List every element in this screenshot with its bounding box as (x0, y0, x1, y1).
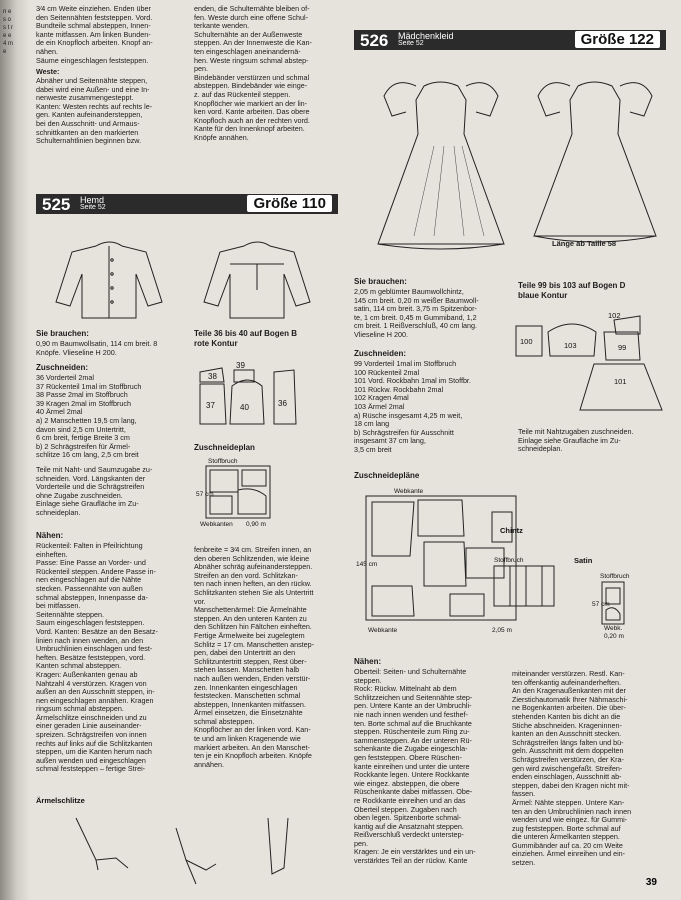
sec525-teile-title: Teile 36 bis 40 auf Bogen B (194, 329, 297, 338)
sec525-zusch-text2: Teile mit Naht- und Saumzugabe zu- schneiden. Vord. Längskanten der Vorderteile und die Schrägstreifen ohne Zugabe zuschneiden. Einlage siehe Graufläche im Zu- schneideplan. (36, 465, 153, 517)
sec525-naehen-col2: fenbreite = 3⁄4 cm. Streifen innen, an den oberen Schlitzenden, wie kleine Abnäher schräg aufeinandersteppen. Streifen an den vord. Schlitzkan- ten nach innen heften, an den rückw. Schlitzkanten stehen Sie als Untertritt vor. Manschettenärmel: Die Ärmelnähte steppen. An den unteren Kanten zu den Schlitzen hin Fältchen einheften. Fertige Ärmelweite bei zugelegtem Schlitz = 17 cm. Manschetten anstep- pen, dabei den Untertritt an den Schlitzuntertritt steppen, Rest über- stehen lassen. Manschetten halb nach außen wenden, Enden verstür- zen. Innenkanten eingeschlagen feststecken. Manschetten schmal absteppen, Innenkanten mitfassen. Ärmel einsetzen, die Einsetznähte schmal absteppen. Knopflöcher an der linken vord. Kan- te und am linken Kragenende wie markiert arbeiten. An den Manschet- ten je ein Knopfloch arbeiten. Knöpfe annähen. (194, 545, 315, 769)
weste-text: Abnäher und Seitennähte steppen, dabei wird eine Außen- und eine In- nenweste zusammengesteppt. Kanten: Westen rechts auf rechts le- gen. Kanten aufeinandersteppen, bei den Ausschnitt- und Armaus- schnittkanten an den markierten Schulternahtlinien beginnen bzw. (36, 76, 153, 146)
sec525-sie-text: 0,90 m Baumwollsatin, 114 cm breit. 8 Knöpfe. Vlieseline H 200. (36, 339, 158, 357)
sec525-teile-kontur: rote Kontur (194, 339, 238, 348)
sec526-satin-webk: Webk. (604, 625, 623, 632)
sec526-satin-width: 0,20 m (604, 633, 624, 640)
laenge-caption: Länge ab Taille 58 (552, 239, 617, 248)
sec526-piece-101: 101 (614, 377, 627, 386)
sec526-sie-title: Sie brauchen: (354, 277, 407, 286)
sec526-teile-title: Teile 99 bis 103 auf Bogen D (518, 281, 626, 290)
sec526-naehen-title: Nähen: (354, 657, 382, 666)
section-525-number: 525 (42, 195, 71, 214)
sec526-zusch-text: 99 Vorderteil 1mal im Stoffbruch 100 Rückenteil 2mal 101 Vord. Rockbahn 1mal im Stoffbr. 101 Rückw. Rockbahn 2mal 102 Kragen 4mal 103 Ärmel 2mal a) Rüsche insgesamt 4,25 m weit, 18 cm lang b) Schrägstreifen für Ausschnitt insgesamt 37 cm lang, 3,5 cm breit (354, 359, 471, 454)
sec526-naehen-text: Oberteil: Seiten- und Schulternähte steppen. Rock: Rückw. Mittelnaht ab dem Schlitzzeichen und Seitennähte step- pen. Untere Kante an der Umbruchli- nie nach innen wenden und festhef- ten. Borte schmal auf die Bruchkante steppen. Rüschenteile zum Ring zu- sammensteppen. An der unteren Rü- schenkante die Zugabe eingeschla- gen feststeppen. Obere Rüschen- kante einreihen und unter die untere Rockkante legen. Untere Rockkante wie eingez. absteppen, die obere Rüschenkante dabei mitfassen. Obe- re Rockkante einreihen und an das Oberteil steppen. Zugaben nach oben legen. Spitzenborte schmal- kantig auf die Ansatznaht steppen. Reißverschluß verdeckt unterstep- pen. Kragen: Je ein verstärktes und ein un- verstärktes Teil an der rückw. Kante (354, 667, 476, 866)
section-525-size: Größe 110 (247, 195, 332, 212)
section-526-name: Mädchenkleid (398, 31, 454, 41)
sec525-naehen-title: Nähen: (36, 531, 64, 540)
sec525-plan-title: Zuschneideplan (194, 443, 255, 452)
sec526-teile-kontur: blaue Kontur (518, 291, 568, 300)
sec525-plan-height: 57 cm (196, 491, 214, 498)
sec526-plan-width: 2,05 m (492, 627, 512, 634)
section-526-header (354, 30, 666, 50)
weste-heading: Weste: (36, 67, 60, 76)
sec526-zusch-title: Zuschneiden: (354, 349, 407, 358)
sec526-plan-stoffbruch: Stoffbruch (494, 557, 524, 564)
sec526-cutting-plans (354, 486, 666, 640)
section-525-header (36, 194, 338, 214)
section-526-page: Seite 52 (398, 40, 424, 47)
section-525-name: Hemd (80, 195, 105, 205)
sec526-pattern-pieces (514, 304, 668, 416)
sec526-satin-stoffbruch: Stoffbruch (600, 573, 630, 580)
sec525-zusch-text: 36 Vorderteil 2mal 37 Rückenteil 1mal im Stoffbruch 38 Passe 2mal im Stoffbruch 39 Kragen 2mal im Stoffbruch 40 Ärmel 2mal a) 2 Manschetten 19,5 cm lang, davon sind 2,5 cm Untertritt, 6 cm breit, fertige Breite 3 cm b) 2 Schrägstreifen für Ärmel- schlitze 16 cm lang, 2,5 cm breit (36, 373, 142, 460)
page-spine (0, 0, 30, 900)
sec525-pattern-pieces (194, 352, 334, 432)
sec525-piece-40: 40 (240, 403, 249, 412)
spine-text: n e s o s t r e e 4 m e (3, 9, 14, 55)
sec525-piece-38: 38 (208, 372, 217, 381)
col2-top-text: enden, die Schulternähte bleiben of- fen. Weste durch eine offene Schul- terkante wenden. Schulternähte an der Außenweste steppen. An der Innenweste die Kan- ten eingeschlagen aneinandernä- hen. Weste ringsum schmal abstep- pen. Bindebänder verstürzen und schmal absteppen. Bindebänder wie einge- z. auf das Rückenteil steppen. Knopflöcher wie markiert an der lin- ken vord. Kante arbeiten. Das obere Knopfloch auch an der rechten vord. Kante für den Innenknopf arbeiten. Knöpfe annähen. (194, 4, 312, 142)
sec525-piece-39: 39 (236, 361, 245, 370)
shirt-illustration (36, 218, 336, 320)
sec525-plan-width: 0,90 m (246, 521, 266, 528)
aermelschlitze-title: Ärmelschlitze (36, 796, 85, 805)
dress-illustration (354, 56, 674, 252)
sec526-piece-100: 100 (520, 337, 533, 346)
sec525-piece-37: 37 (206, 401, 215, 410)
satin-label: Satin (574, 556, 593, 565)
sec526-plans-title: Zuschneidepläne (354, 471, 420, 480)
sec525-naehen-text: Rückenteil: Falten in Pfeilrichtung einheften. Passe: Eine Passe an Vorder- und Rückenteil steppen. Andere Passe in- nen eingeschlagen auf die Nähte stecken. Passennähte von außen schmal absteppen, Innenpasse da- bei mitfassen. Seitennähte steppen. Saum eingeschlagen feststeppen. Vord. Kanten: Besätze an den Besatz- linien nach innen wenden, an den Umbruchlinien einschlagen und fest- heften. Besätze feststeppen, vord. Kanten schmal absteppen. Kragen: Außenkanten genau ab Nahtzahl 4 verstürzen. Kragen von außen an den Ausschnitt steppen, in- nen eingeschlagen annähen. Kragen ringsum schmal absteppen. Ärmelschlitze einschneiden und zu einer geraden Linie auseinander- spreizen. Schrägstreifen von innen rechts auf links auf die Schlitzkanten steppen, um die Kanten herum nach außen wenden und eingeschlagen schmal feststeppen – fertige Strei- (36, 541, 158, 774)
sec526-plan-height: 145 cm (356, 561, 378, 568)
sec526-satin-height: 57 cm (592, 601, 610, 608)
col1-top-text: 3⁄4 cm Weite einziehen. Enden über den Seitennähten feststeppen. Vord. Bundteile schmal absteppen, Innen- kante mitfassen. Am linken Bunden- de ein Knopfloch arbeiten. Knopf an- nähen. Säume eingeschlagen feststeppen. (36, 4, 153, 65)
section-525-page: Seite 52 (80, 204, 106, 211)
sec526-plan-webkante-top: Webkante (394, 488, 424, 495)
sec525-piece-36: 36 (278, 399, 287, 408)
page-number: 39 (645, 877, 657, 888)
sec525-plan-stoffbruch: Stoffbruch (208, 458, 238, 465)
sec525-plan-webkanten: Webkanten (200, 521, 233, 528)
sec526-piece-103: 103 (564, 341, 577, 350)
sec526-piece-102: 102 (608, 311, 621, 320)
sec526-naehen-col2: miteinander verstürzen. Restl. Kan- ten offenkantig aufeinanderheften. An den Kragenaußenkanten mit der Zierstichautomatik Ihrer Nähmaschi- ne Bogenkanten arbeiten. Die über- stehenden Kanten bis dicht an die Stiche abschneiden. Krageninnen- kanten an den Ausschnitt stecken. Schrägstreifen längs falten und bü- geln. Ausschnitt mit dem doppelten Schrägstreifen verstürzen, der Kra- gen wird zwischengefaßt. Streifen- enden einschlagen, Ausschnitt ab- steppen, dabei den Kragen nicht mit- fassen. Ärmel: Nähte steppen. Untere Kan- ten an den Umbruchlinien nach innen wenden und wie eingez. für Gummi- zug feststeppen. Borte schmal auf die unteren Ärmelkanten steppen. Gummibänder auf ca. 20 cm Weite einziehen. Ärmel einreihen und ein- setzen. (512, 669, 632, 868)
sec526-zusch-right: Teile mit Nahtzugaben zuschneiden. Einlage siehe Graufläche im Zu- schneideplan. (518, 427, 634, 454)
sec526-plan-webkante-bottom: Webkante (368, 627, 398, 634)
sec525-zusch-title: Zuschneiden: (36, 363, 89, 372)
section-526-size: Größe 122 (575, 31, 660, 48)
sec526-sie-text: 2,05 m geblümter Baumwollchintz, 145 cm breit. 0,20 m weißer Baumwoll- satin, 114 cm breit. 3,75 m Spitzenbor- te, 1 cm breit. 0,45 m Gummiband, 1,2 cm breit. 1 Reißverschluß, 40 cm lang. Vlieseline H 200. (354, 287, 479, 339)
sec525-sie-title: Sie brauchen: (36, 329, 89, 338)
section-526-number: 526 (360, 31, 389, 50)
aermelschlitze-illustration (36, 808, 336, 888)
sec526-piece-99: 99 (618, 343, 627, 352)
sec525-cutting-plan (194, 456, 344, 534)
chintz-label: Chintz (500, 526, 523, 535)
